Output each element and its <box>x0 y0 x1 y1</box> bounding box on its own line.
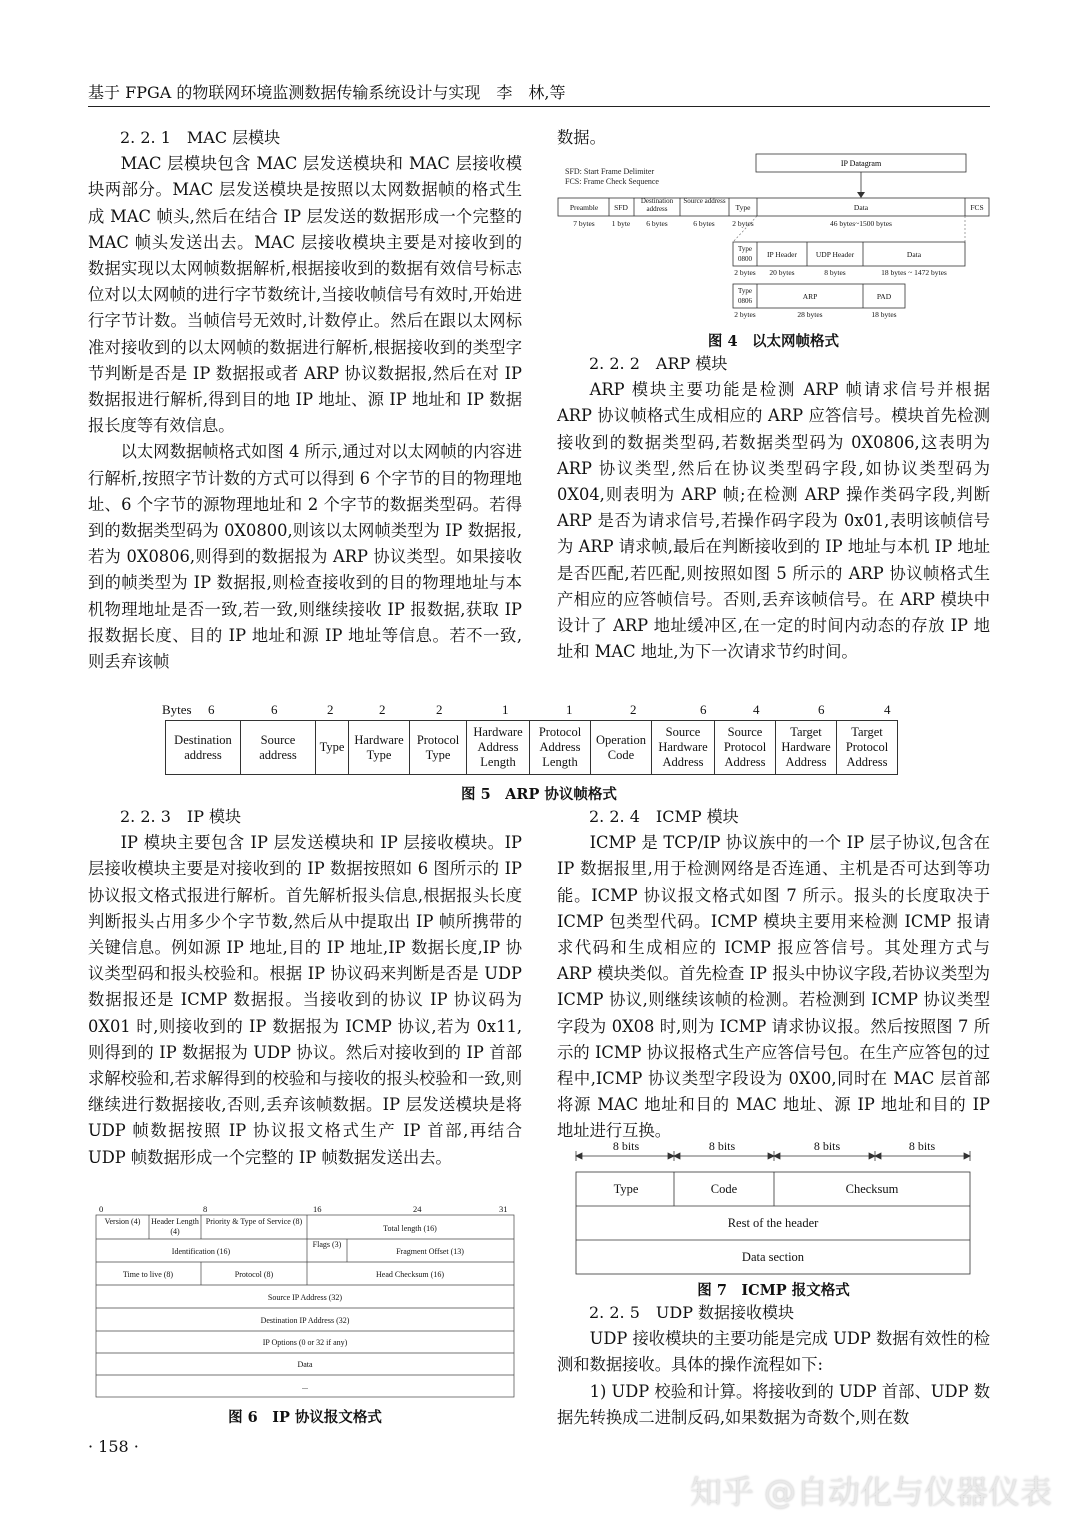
paragraph: 以太网数据帧格式如图 4 所示,通过对以太网帧的内容进行解析,按照字节计数的方式可以得到 6 个字节的目的物理地址、6 个字节的源物理地址和 2 个字节的数据类型码。若得到的数据类型码为 0X0800,则该以太网帧类型为 IP 数据报,若为 0X0806,则得到的数据报为 ARP 协议类型。如果接收到的帧类型为 IP 数据报,则检查接收到的目的物理地址与本机物理地址是否一致,若一致,则继续接收 IP 报数据,获取 IP 报数据长度、目的 IP 地址和源 IP 地址等信息。若不一致,则丢弃该帧 <box>88 442 522 672</box>
fig5-bytes: 6 <box>700 702 707 717</box>
right-column-icmp <box>557 804 990 1145</box>
section-heading-mac: 2. 2. 1 MAC 层模块 <box>120 128 281 147</box>
fig5-field: Target Protocol Address <box>837 721 898 775</box>
fig5-bytes: 6 <box>271 702 278 717</box>
fig6-bit: 16 <box>313 1204 322 1214</box>
fig6-data: Data <box>297 1360 313 1369</box>
fig6-ellipsis: ... <box>302 1382 308 1391</box>
fig4-cell: Type 0800 <box>738 245 752 263</box>
paragraph: UDP 接收模块的主要功能是完成 UDP 数据有效性的检测和数据接收。具体的操作流程如下: <box>557 1329 990 1375</box>
fig4-cell: Data <box>853 203 869 212</box>
fig7-rest: Rest of the header <box>727 1216 819 1230</box>
fig6-ttl: Time to live (8) <box>122 1270 174 1279</box>
fig7-bits: 8 bits <box>612 1139 640 1153</box>
fig4-bytes: 7 bytes <box>573 219 595 228</box>
fig4-bytes: 2 bytes <box>734 268 756 277</box>
fig4-bytes: 8 bytes <box>824 268 846 277</box>
fig5-field: Hardware Type <box>349 721 410 775</box>
fig6-protocol: Protocol (8) <box>234 1270 274 1279</box>
fig4-cell: Type 0806 <box>738 287 752 305</box>
left-column-ip <box>88 804 522 1171</box>
fig4-bytes: 2 bytes <box>732 219 754 228</box>
fig4-bytes: 28 bytes <box>797 310 823 319</box>
fig4-bytes: 20 bytes <box>769 268 795 277</box>
fig5-bytes: 2 <box>379 702 386 717</box>
paragraph: ICMP 是 TCP/IP 协议族中的一个 IP 层子协议,包含在 IP 数据报里,用于检测网络是否连通、主机是否可达到等功能。ICMP 协议报文格式如图 7 所示。报头的长度取决于 ICMP 包类型代码。ICMP 模块主要用来检测 ICMP 报请求代码和生成相应的 ICMP 报应答信号。其处理方式与 ARP 模块类似。首先检查 IP 报头中协议字段,若协议类型为 ICMP 协议,则继续该帧的检测。若检测到 ICMP 协议类型字段为 0X08 时,则为 ICMP 请求协议报。然后按照图 7 所示的 ICMP 协议报格式生产应答信号包。在生产应答包的过程中,ICMP 协议类型字段设为 0X00,同时在 MAC 层首部将源 MAC 地址和目的 MAC 地址、源 IP 地址和目的 IP 地址进行互换。 <box>557 833 990 1141</box>
fig5-bytes: 4 <box>753 702 760 717</box>
fig5-field: Protocol Address Length <box>530 721 591 775</box>
fig4-cell: ARP <box>802 292 818 301</box>
fig5-field: Source Protocol Address <box>715 721 776 775</box>
fig4-cell: Destination address <box>640 197 674 213</box>
fig6-flags: Flags (3) <box>312 1240 342 1249</box>
paragraph-continuation: 数据。 <box>557 128 606 147</box>
fig6-checksum: Head Checksum (16) <box>376 1270 444 1279</box>
fig4-cell: FCS <box>970 203 984 212</box>
fig4-bytes: 1 byte <box>611 219 631 228</box>
figure-7-icmp-format <box>570 1134 976 1276</box>
fig4-sfd-note: SFD: Start Frame Delimiter <box>565 167 655 176</box>
fig5-table <box>165 720 898 775</box>
fig4-cell: Data <box>906 250 922 259</box>
fig5-bytes-label: Bytes <box>162 702 192 717</box>
fig7-data: Data section <box>741 1250 805 1264</box>
fig7-type: Type <box>613 1182 639 1196</box>
fig4-bytes: 18 bytes ~ 1472 bytes <box>881 268 947 277</box>
fig5-bytes: 6 <box>818 702 825 717</box>
paragraph: 1) UDP 校验和计算。将接收到的 UDP 首部、UDP 数据先转换成二进制反码,如果数据为奇数个,则在数 <box>557 1381 990 1427</box>
fig6-source-ip: Source IP Address (32) <box>267 1293 343 1302</box>
fig4-cell: Source address <box>683 197 726 205</box>
fig6-options: IP Options (0 or 32 if any) <box>262 1338 348 1347</box>
fig7-bits: 8 bits <box>708 1139 736 1153</box>
watermark: 知乎 @自动化与仪器仪表 <box>689 1473 1052 1511</box>
fig6-total-length: Total length (16) <box>383 1224 437 1233</box>
fig5-field: Source Hardware Address <box>652 721 715 775</box>
left-column-top <box>88 125 522 675</box>
fig4-bytes: 18 bytes <box>871 310 897 319</box>
fig7-bits: 8 bits <box>908 1139 936 1153</box>
figure-7-caption: 图 7 ICMP 报文格式 <box>697 1282 850 1299</box>
section-heading-ip: 2. 2. 3 IP 模块 <box>120 807 242 826</box>
paragraph: MAC 层模块包含 MAC 层发送模块和 MAC 层接收模块两部分。MAC 层发送模块是按照以太网数据帧的格式生成 MAC 帧头,然后在结合 IP 层发送的数据形成一个完整的 MAC 帧头发送出去。MAC 层接收模块主要是对接收到的数据实现以太网帧数据解析,根据接收到的数据有效信号标志位对以太网帧的进行字节数统计,当接收帧信号有效时,开始进行字节计数。当帧信号无效时,计数停止。然后在跟以太网标准对接收到的以太网帧的数据进行解析,根据接收到的类型字节判断是否是 IP 数据报或者 ARP 协议数据报,然后在对 IP 数据报进行解析,得到目的地 IP 地址、源 IP 地址和 IP 数据报长度等有效信息。 <box>88 154 522 436</box>
right-column-top <box>557 125 990 151</box>
figure-6-caption: 图 6 IP 协议报文格式 <box>228 1409 382 1426</box>
fig4-cell: SFD <box>614 203 628 212</box>
fig4-cell: Preamble <box>569 203 599 212</box>
fig5-field: Operation Code <box>591 721 652 775</box>
fig4-bytes: 46 bytes~1500 bytes <box>830 219 892 228</box>
section-heading-arp: 2. 2. 2 ARP 模块 <box>589 354 728 373</box>
fig4-bytes: 2 bytes <box>734 310 756 319</box>
page-number: · 158 · <box>88 1437 139 1456</box>
fig5-field: Target Hardware Address <box>776 721 837 775</box>
fig6-dest-ip: Destination IP Address (32) <box>260 1316 350 1325</box>
fig6-header-length: Header Length (4) <box>151 1217 199 1236</box>
fig6-priority: Priority & Type of Service (8) <box>205 1217 303 1226</box>
fig5-field: Source address <box>241 721 316 775</box>
fig4-bytes: 6 bytes <box>646 219 668 228</box>
fig7-code: Code <box>710 1182 738 1196</box>
right-column-udp <box>557 1300 990 1431</box>
section-heading-udp: 2. 2. 5 UDP 数据接收模块 <box>589 1303 795 1322</box>
fig4-bytes: 6 bytes <box>693 219 715 228</box>
fig5-bytes: 4 <box>884 702 891 717</box>
fig6-bit: 31 <box>499 1204 508 1214</box>
fig4-cell: Type <box>735 203 751 212</box>
fig5-bytes: 2 <box>630 702 637 717</box>
figure-5-arp-frame <box>160 702 930 775</box>
fig4-cell: UDP Header <box>815 250 855 259</box>
figure-5-caption: 图 5 ARP 协议帧格式 <box>461 786 617 803</box>
fig6-bit: 24 <box>413 1204 422 1214</box>
figure-4-caption: 图 4 以太网帧格式 <box>707 333 840 350</box>
header-rule <box>88 106 990 107</box>
fig5-field: Type <box>316 721 349 775</box>
fig6-identification: Identification (16) <box>171 1247 231 1256</box>
running-header: 基于 FPGA 的物联网环境监测数据传输系统设计与实现 李 林,等 <box>88 83 566 102</box>
fig7-checksum: Checksum <box>845 1182 899 1196</box>
fig5-bytes: 1 <box>566 702 573 717</box>
paragraph: ARP 模块主要功能是检测 ARP 帧请求信号并根据 ARP 协议帧格式生成相应的 ARP 应答信号。模块首先检测接收到的数据类型码,若数据类型码为 0X0806,这表明为 ARP 协议类型,然后在协议类型码字段,如协议类型码为 0X04,则表明为 ARP 帧;在检测 ARP 操作类码字段,判断 ARP 是否为请求信号,若操作码字段为 0x01,表明该帧信号为 ARP 请求帧,最后在判断接收到的 IP 地址与本机 IP 地址是否匹配,若匹配,则按照如图 5 所示的 ARP 协议帧格式生产相应的应答帧信号。否则,丢弃该帧信号。在 ARP 模块中设计了 ARP 地址缓冲区,在一定的时间内动态的存放 IP 地址和 MAC 地址,为下一次请求节约时间。 <box>557 380 990 662</box>
fig6-bit: 0 <box>99 1204 104 1214</box>
figure-6-ip-header <box>95 1202 515 1398</box>
fig4-fcs-note: FCS: Frame Check Sequence <box>565 177 659 186</box>
fig5-field: Protocol Type <box>410 721 467 775</box>
fig5-bytes: 2 <box>327 702 334 717</box>
fig4-cell: PAD <box>876 292 892 301</box>
fig5-field: Destination address <box>166 721 241 775</box>
fig5-bytes: 2 <box>436 702 443 717</box>
fig6-fragment-offset: Fragment Offset (13) <box>396 1247 464 1256</box>
fig6-bit: 8 <box>203 1204 208 1214</box>
paragraph: IP 模块主要包含 IP 层发送模块和 IP 层接收模块。IP 层接收模块主要是对接收到的 IP 数据按照如 6 图所示的 IP 协议报文格式报进行解析。首先解析报头信息,根据报头长度判断报头占用多少个字节数,然后从中提取出 IP 帧所携带的关键信息。例如源 IP 地址,目的 IP 地址,IP 数据长度,IP 协议类型码和报头校验和。根据 IP 协议码来判断是否是 UDP 数据报还是 ICMP 数据报。当接收到的协议 IP 协议码为 0X01 时,则接收到的 IP 数据报为 ICMP 协议,若为 0x11,则得到的 IP 数据报为 UDP 协议。然后对接收到的 IP 首部求解校验和,若求解得到的校验和与接收的报头校验和一致,则继续进行数据接收,否则,丢弃该帧数据。IP 层发送模块是将 UDP 帧数据按照 IP 协议报文格式生产 IP 首部,再结合 UDP 帧数据形成一个完整的 IP 帧数据发送出去。 <box>88 833 522 1167</box>
fig4-cell: IP Header <box>767 250 797 259</box>
section-heading-icmp: 2. 2. 4 ICMP 模块 <box>589 807 739 826</box>
fig5-bytes: 6 <box>208 702 215 717</box>
fig7-bits: 8 bits <box>813 1139 841 1153</box>
figure-4-ethernet-frame <box>557 152 990 324</box>
fig5-bytes: 1 <box>502 702 509 717</box>
fig6-version: Version (4) <box>104 1217 141 1226</box>
fig4-datagram: IP Datagram <box>840 159 882 168</box>
right-column-arp <box>557 351 990 665</box>
fig5-field: Hardware Address Length <box>467 721 530 775</box>
